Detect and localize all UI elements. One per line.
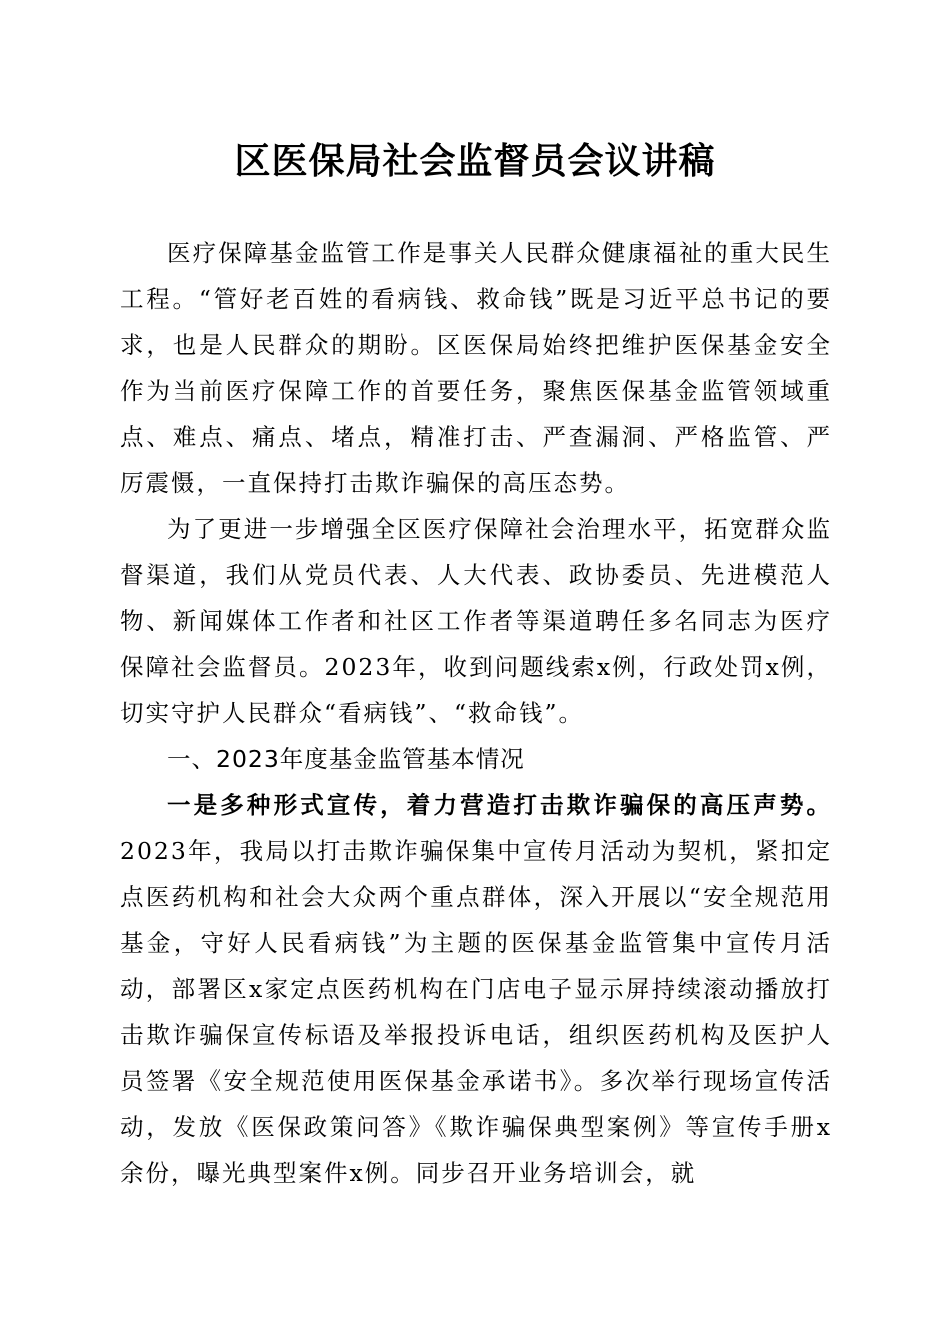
intro-paragraph-1: 医疗保障基金监管工作是事关人民群众健康福祉的重大民生工程。“管好老百姓的看病钱、救命钱”既是习近平总书记的要求，也是人民群众的期盼。区医保局始终把维护医保基金安全作为当前医疗保障工作的首要任务，聚焦医保基金监管领域重点、难点、痛点、堵点，精准打击、严查漏洞、严格监管、严厉震慑，一直保持打击欺诈骗保的高压态势。 [120,239,832,497]
section-heading: 一、2023年度基金监管基本情况 [167,745,525,773]
paragraph-text: 2023年，我局以打击欺诈骗保集中宣传月活动为契机，紧扣定点医药机构和社会大众两个重点群体，深入开展以“安全规范用基金，守好人民看病钱”为主题的医保基金监管集中宣传月活动，部署区x家定点医药机构在门店电子显示屏持续滚动播放打击欺诈骗保宣传标语及举报投诉电话，组织医药机构及医护人员签署《安全规范使用医保基金承诺书》。多次举行现场宣传活动，发放《医保政策问答》《欺诈骗保典型案例》等宣传手册x余份，曝光典型案件x例。同步召开业务培训会，就 [120,837,832,1187]
document-title: 区医保局社会监督员会议讲稿 [234,140,716,182]
paragraph-lead-sentence: 一是多种形式宣传，着力营造打击欺诈骗保的高压声势。 [167,791,832,819]
document-body [120,230,832,1196]
section-paragraph-1 [120,782,832,1196]
intro-paragraph-2: 为了更进一步增强全区医疗保障社会治理水平，拓宽群众监督渠道，我们从党员代表、人大代表、政协委员、先进模范人物、新闻媒体工作者和社区工作者等渠道聘任多名同志为医疗保障社会监督员。2023年，收到问题线索x例，行政处罚x例，切实守护人民群众“看病钱”、“救命钱”。 [120,515,832,727]
